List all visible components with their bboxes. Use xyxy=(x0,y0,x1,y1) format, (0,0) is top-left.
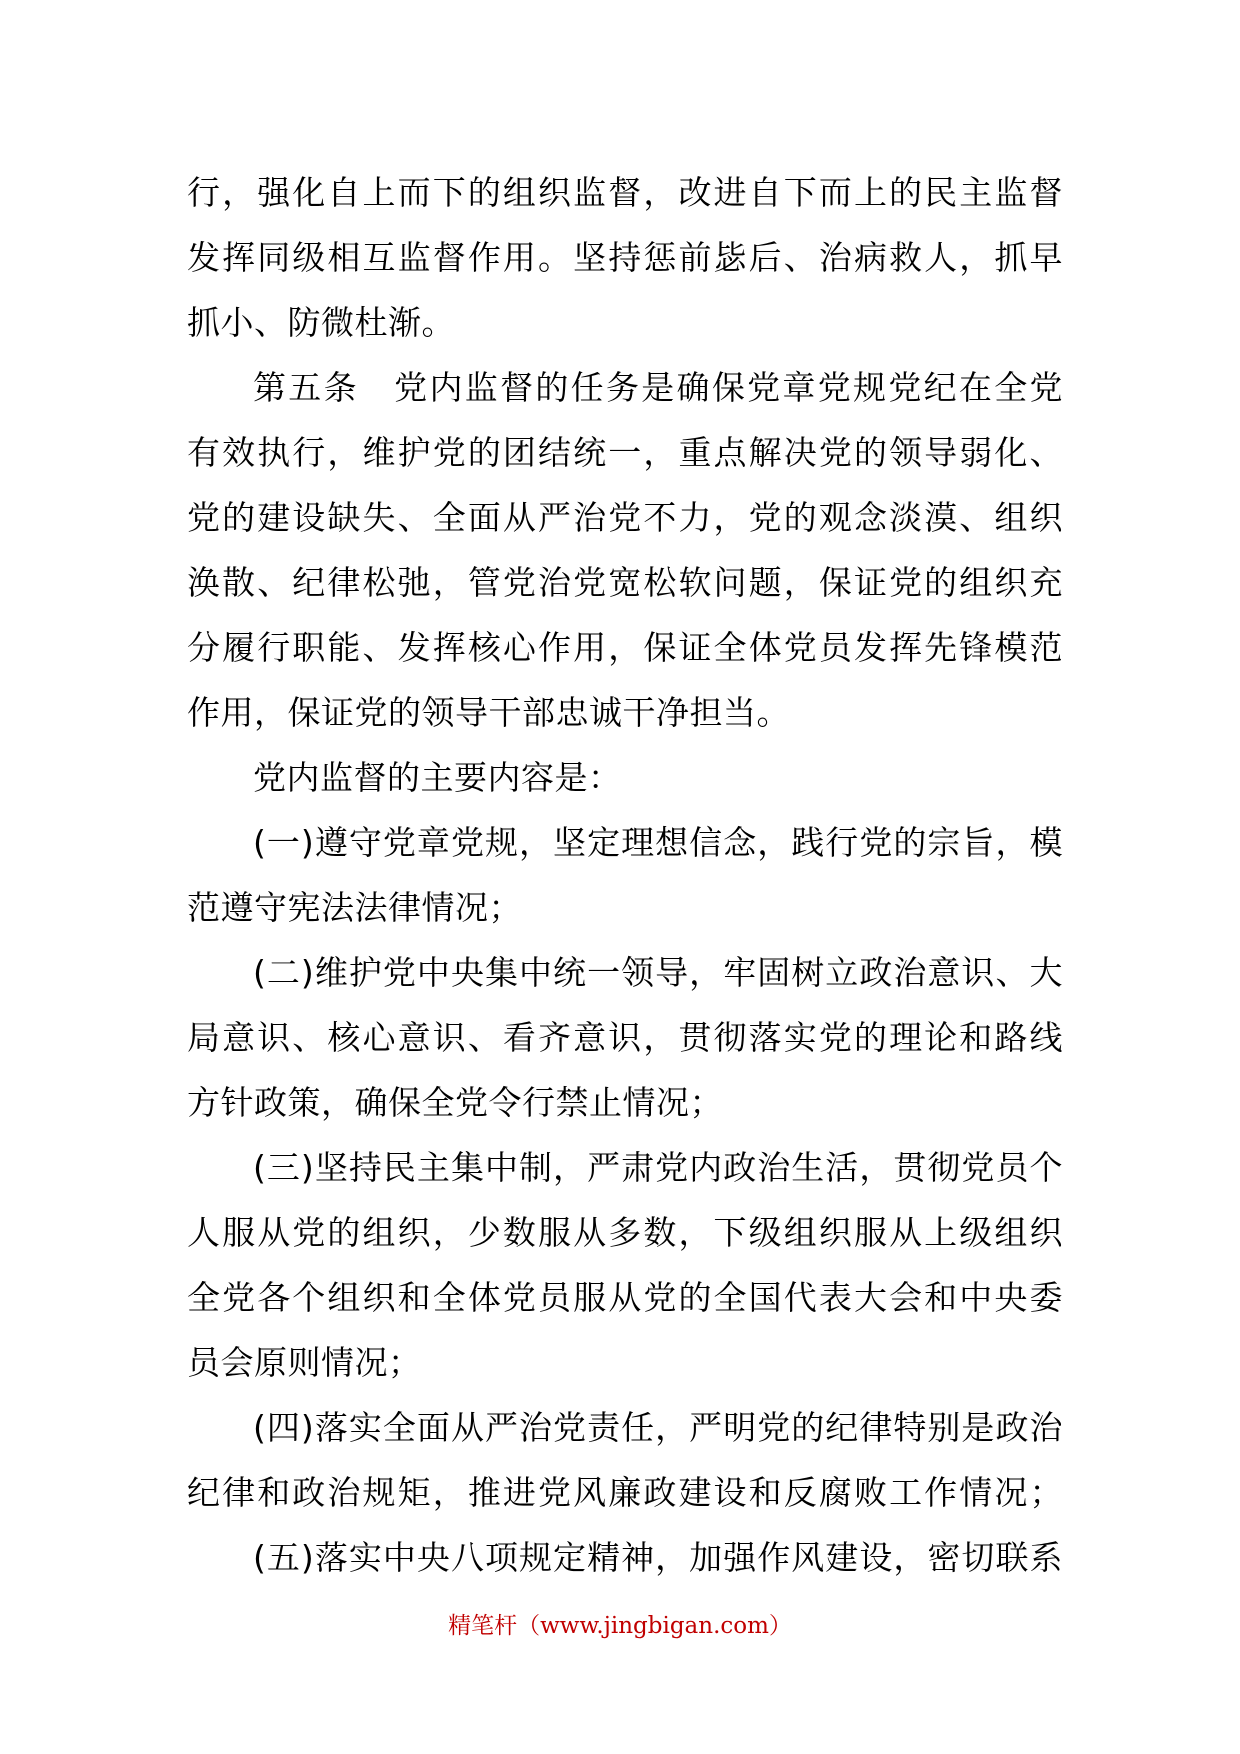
list-item-1: (一)遵守党章党规，坚定理想信念，践行党的宗旨，模 xyxy=(253,823,1063,862)
text-line: 党的建设缺失、全面从严治党不力，党的观念淡漠、组织 xyxy=(187,498,1063,537)
text-line: 发挥同级相互监督作用。坚持惩前毖后、治病救人，抓早 xyxy=(187,238,1063,277)
text-line: 纪律和政治规矩，推进党风廉政建设和反腐败工作情况； xyxy=(187,1473,1063,1512)
text-line: 员会原则情况； xyxy=(187,1343,422,1382)
document-body xyxy=(187,160,1063,1590)
list-item-2: (二)维护党中央集中统一领导，牢固树立政治意识、大 xyxy=(253,953,1063,992)
footer-watermark: 精笔杆（www.jingbigan.com） xyxy=(448,1613,792,1639)
text-line: 方针政策，确保全党令行禁止情况； xyxy=(187,1083,723,1122)
text-line: 行，强化自上而下的组织监督，改进自下而上的民主监督 xyxy=(187,173,1063,212)
list-item-5: (五)落实中央八项规定精神，加强作风建设，密切联系 xyxy=(253,1538,1063,1577)
text-line: 局意识、核心意识、看齐意识，贯彻落实党的理论和路线 xyxy=(187,1018,1063,1057)
text-line: 全党各个组织和全体党员服从党的全国代表大会和中央委 xyxy=(187,1278,1063,1317)
list-item-3: (三)坚持民主集中制，严肃党内政治生活，贯彻党员个 xyxy=(253,1148,1063,1187)
text-line: 人服从党的组织，少数服从多数，下级组织服从上级组织 xyxy=(187,1213,1063,1252)
list-item-4: (四)落实全面从严治党责任，严明党的纪律特别是政治 xyxy=(253,1408,1063,1447)
text-line: 抓小、防微杜渐。 xyxy=(187,303,455,342)
section-intro-line: 党内监督的主要内容是： xyxy=(253,758,622,797)
text-line: 作用，保证党的领导干部忠诚干净担当。 xyxy=(187,693,790,732)
text-line: 涣散、纪律松弛，管党治党宽松软问题，保证党的组织充 xyxy=(187,563,1063,602)
text-line: 范遵守宪法法律情况； xyxy=(187,888,522,927)
text-line: 分履行职能、发挥核心作用，保证全体党员发挥先锋模范 xyxy=(187,628,1063,667)
text-line: 有效执行，维护党的团结统一，重点解决党的领导弱化、 xyxy=(187,433,1063,472)
article-heading-line: 第五条 党内监督的任务是确保党章党规党纪在全党 xyxy=(253,368,1063,407)
